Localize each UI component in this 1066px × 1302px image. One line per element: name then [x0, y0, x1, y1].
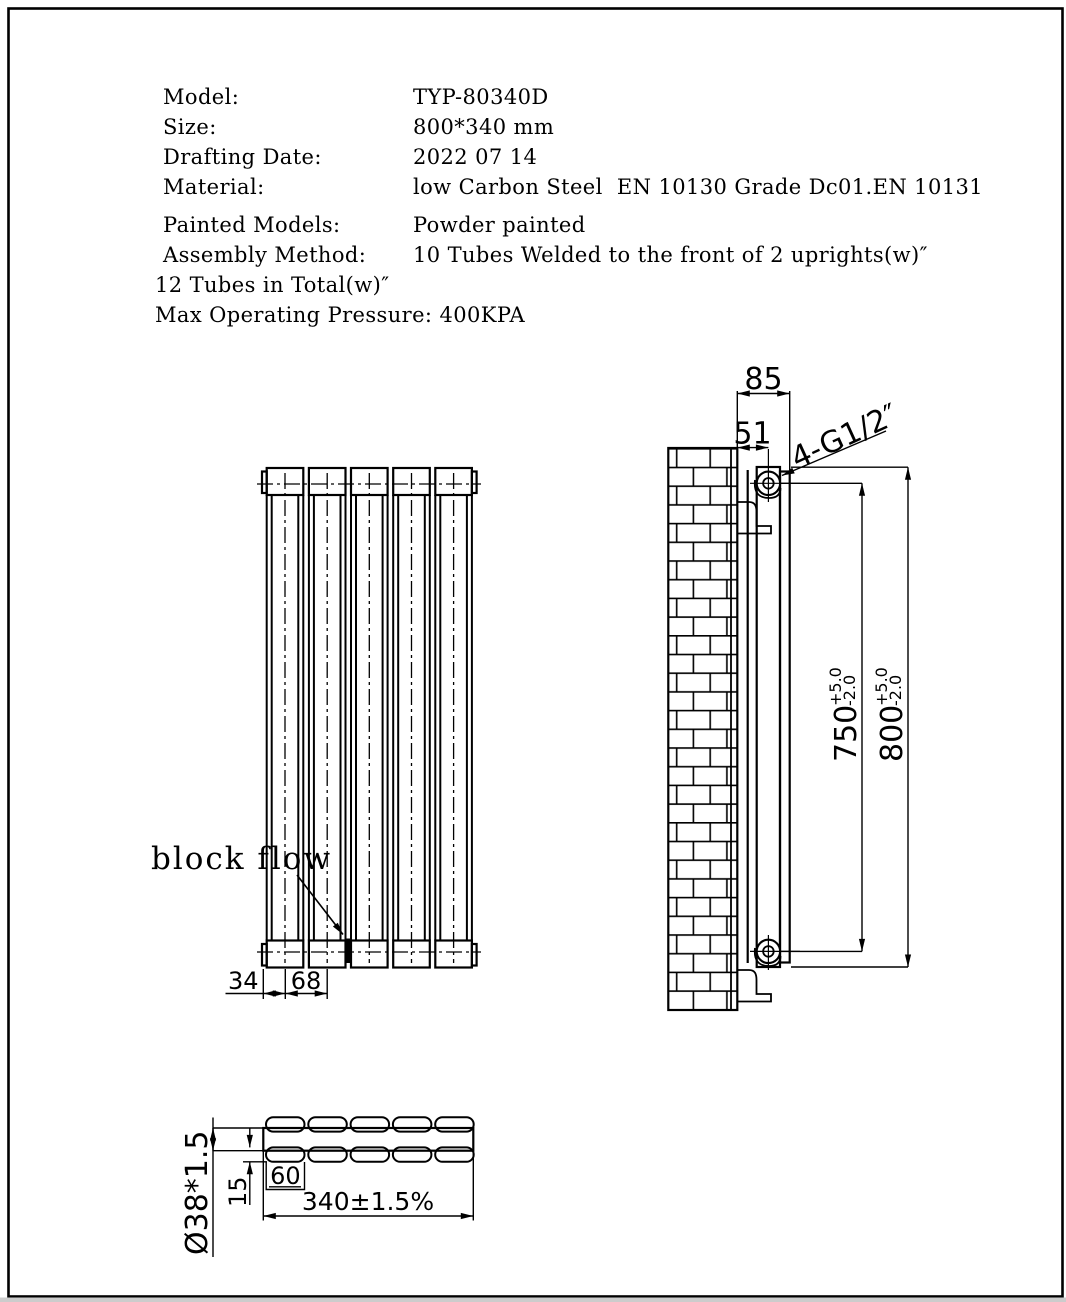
thread-label: 4-G1/2″ [785, 397, 904, 477]
dim-51: 51 [733, 416, 772, 452]
spec-label: Material: [163, 175, 265, 199]
dim-diameter-38: Ø38*1.5 [180, 1130, 215, 1255]
block-flow-marker [345, 939, 352, 964]
spec-value: low Carbon Steel EN 10130 Grade Dc01.EN 10131 [413, 175, 983, 199]
front-centerlines [257, 473, 481, 963]
spec-value: TYP-80340D [413, 85, 549, 109]
dim-68: 68 [290, 967, 322, 995]
block-flow-label: block flow [151, 841, 333, 877]
dim-85: 85 [744, 362, 783, 397]
dim-60: 60 [270, 1162, 301, 1190]
dim-800-tolerance [872, 667, 910, 762]
svg-text:800: 800 [875, 704, 910, 762]
spec-label: Drafting Date: [163, 145, 322, 169]
section-front-tubes [266, 1147, 474, 1161]
dim-15: 15 [224, 1176, 252, 1207]
svg-text:-2.0: -2.0 [840, 674, 859, 706]
svg-text:750: 750 [829, 704, 864, 762]
spec-line-tubes-total: 12 Tubes in Total(w)″ [155, 273, 390, 297]
spec-line-max-pressure: Max Operating Pressure: 400KPA [155, 303, 526, 327]
dim-34: 34 [228, 967, 259, 995]
spec-label: Size: [163, 115, 217, 139]
svg-text:+5.0: +5.0 [826, 667, 845, 706]
spec-label: Painted Models: [163, 213, 341, 237]
spec-label: Assembly Method: [163, 243, 367, 267]
spec-value: 800*340 mm [413, 115, 555, 139]
spec-label: Model: [163, 85, 240, 109]
svg-text:+5.0: +5.0 [872, 667, 891, 706]
dim-750-tolerance [826, 667, 864, 762]
spec-value: 10 Tubes Welded to the front of 2 uprights(w)″ [413, 243, 928, 267]
wall [668, 448, 737, 1010]
svg-text:-2.0: -2.0 [886, 674, 905, 706]
side-radiator-body [748, 467, 790, 967]
page-frame [0, 9, 1066, 1302]
spec-value: 2022 07 14 [413, 145, 538, 169]
dim-340: 340±1.5% [301, 1187, 435, 1216]
spec-value: Powder painted [413, 213, 586, 237]
front-view [226, 468, 482, 999]
section-rear-tubes [266, 1117, 474, 1131]
